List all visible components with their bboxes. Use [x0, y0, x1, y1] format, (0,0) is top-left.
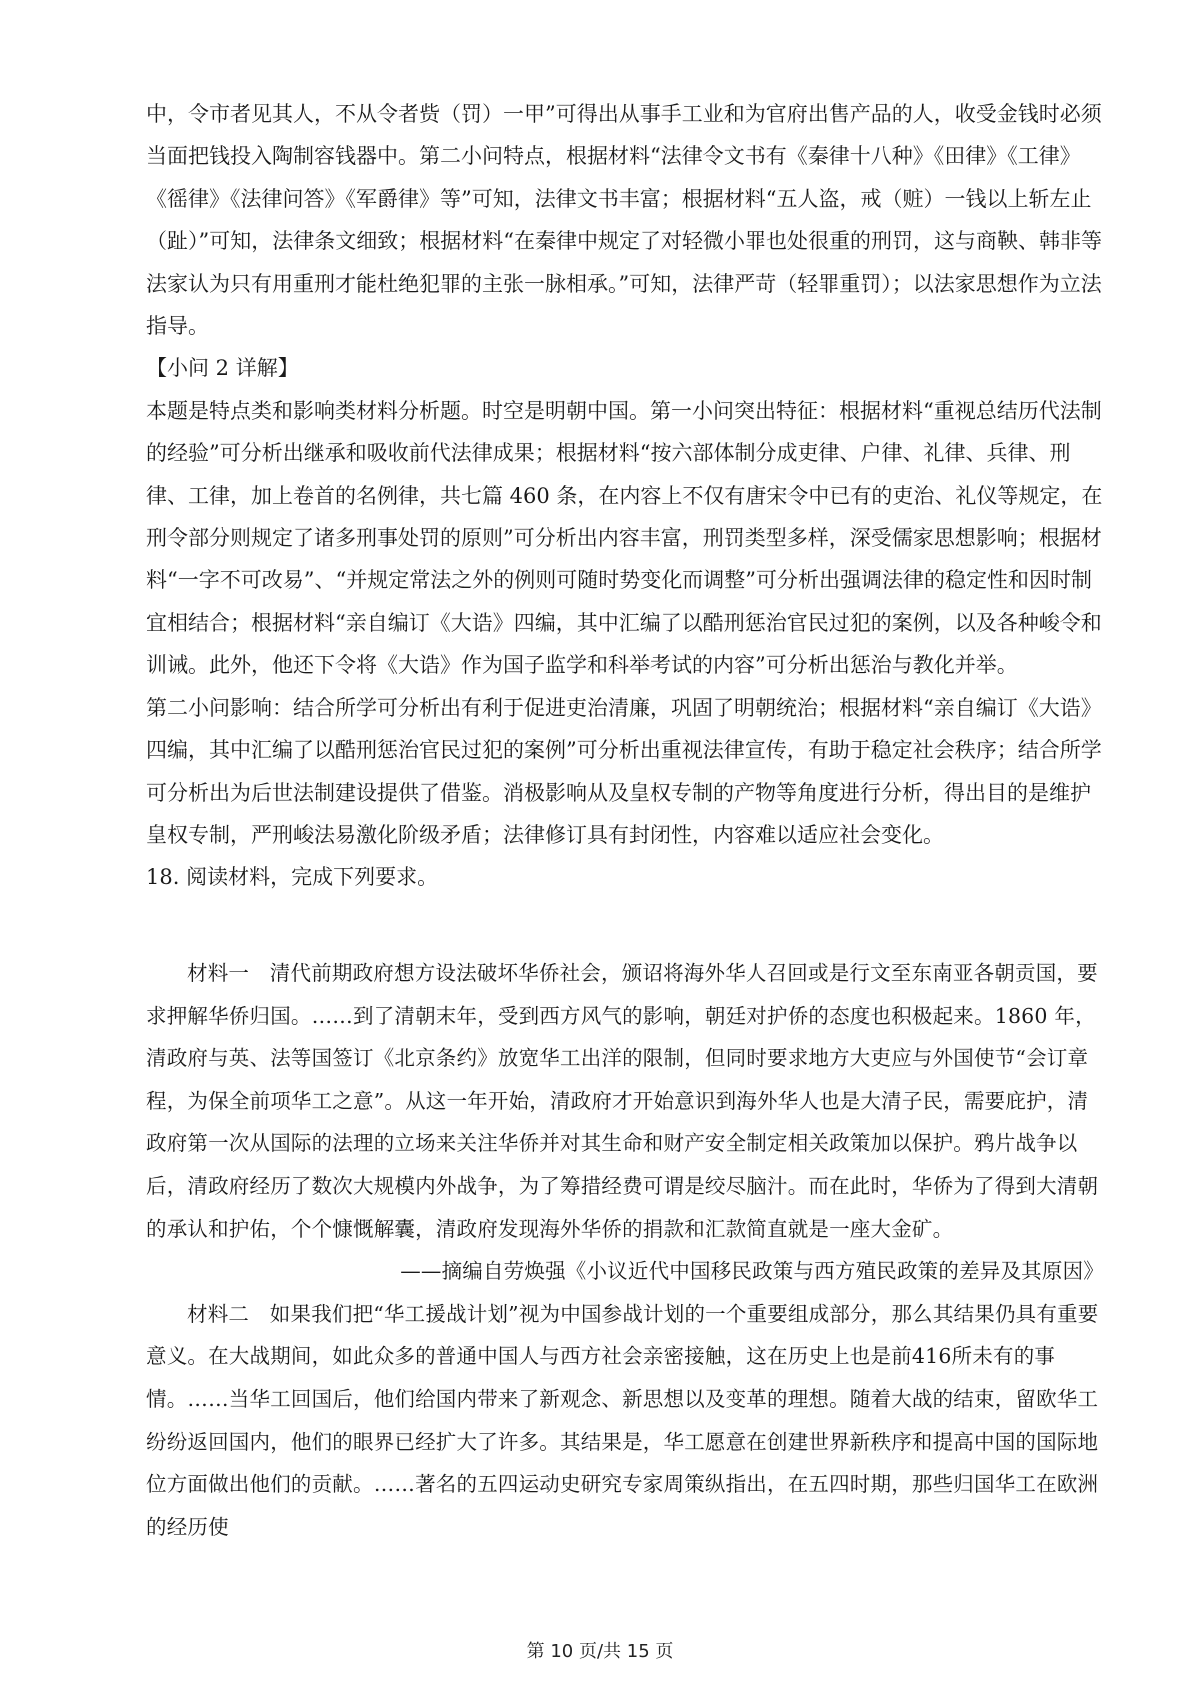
answer-paragraph-impact: 第二小问影响：结合所学可分析出有利于促进吏治清廉，巩固了明朝统治；根据材料“亲自编订《大诰》四编，其中汇编了以酷刑惩治官民过犯的案例”可分析出重视法律宣传，有助于稳定社会秩序；结合所学可分析出为后世法制建设提供了借鉴。消极影响从及皇权专制的产物等角度进行分析，得出目的是维护皇权专制，严刑峻法易激化阶级矛盾；法律修订具有封闭性，内容难以适应社会变化。 — [146, 695, 1102, 847]
answer-paragraph-continued: 中，令市者见其人，不从令者赀（罚）一甲”可得出从事手工业和为官府出售产品的人，收受金钱时必须当面把钱投入陶制容钱器中。第二小问特点，根据材料“法律令文书有《秦律十八种》《田律》《工律》《徭律》《法律问答》《军爵律》等”可知，法律文书丰富；根据材料“五人盗，戒（赃）一钱以上斩左止（趾）”可知，法律条文细致；根据材料“在秦律中规定了对轻微小罪也处很重的刑罚，这与商鞅、韩非等法家认为只有用重刑才能杜绝犯罪的主张一脉相承。”可知，法律严苛（轻罪重罚）；以法家思想作为立法指导。 — [146, 102, 1102, 339]
material-one: 材料一 清代前期政府想方设法破坏华侨社会，颁诏将海外华人召回或是行文至东南亚各朝贡国，要求押解华侨归国。……到了清朝末年，受到西方风气的影响，朝廷对护侨的态度也积极起来。1860 年，清政府与英、法等国签订《北京条约》放宽华工出洋的限制，但同时要求地方大吏应与外国使节“会订章程，为保全前项华工之意”。从这一年开始，清政府才开始意识到海外华人也是大清子民，需要庇护，清政府第一次从国际的法理的立场来关注华侨并对其生命和财产安全制定相关政策加以保护。鸦片战争以后，清政府经历了数次大规模内外战争，为了筹措经费可谓是绞尽脑汁。而在此时，华侨为了得到大清朝的承认和护佑，个个慷慨解囊，清政府发现海外华侨的捐款和汇款简直就是一座大金矿。 — [146, 961, 1099, 1241]
material-two: 材料二 如果我们把“华工援战计划”视为中国参战计划的一个重要组成部分，那么其结果仍具有重要意义。在大战期间，如此众多的普通中国人与西方社会亲密接触，这在历史上也是前416所未有的事情。……当华工回国后，他们给国内带来了新观念、新思想以及变革的理想。随着大战的结束，留欧华工纷纷返回国内，他们的眼界已经扩大了许多。其结果是，华工愿意在创建世界新秩序和提高中国的国际地位方面做出他们的贡献。……著名的五四运动史研究专家周策纵指出，在五四时期，那些归国华工在欧洲的经历使 — [146, 1301, 1099, 1539]
materials-section — [146, 952, 1104, 1548]
question-18-heading: 18. 阅读材料，完成下列要求。 — [146, 865, 439, 890]
page-number: 第 10 页/共 15 页 — [526, 1641, 674, 1662]
answer-paragraph-features: 本题是特点类和影响类材料分析题。时空是明朝中国。第一小问突出特征：根据材料“重视总结历代法制的经验”可分析出继承和吸收前代法律成果；根据材料“按六部体制分成吏律、户律、礼律、兵律、刑律、工律，加上卷首的名例律，共七篇 460 条，在内容上不仅有唐宋令中已有的吏治、礼仪等规定，在刑令部分则规定了诸多刑事处罚的原则”可分析出内容丰富，刑罚类型多样，深受儒家思想影响；根据材料“一字不可改易”、“并规定常法之外的例则可随时势变化而调整”可分析出强调法律的稳定性和因时制宜相结合；根据材料“亲自编订《大诰》四编，其中汇编了以酷刑惩治官民过犯的案例，以及各种峻令和训诫。此外，他还下令将《大诰》作为国子监学和科举考试的内容”可分析出惩治与教化并举。 — [146, 398, 1103, 678]
subquestion-2-heading: 【小问 2 详解】 — [146, 356, 299, 381]
material-one-source: ——摘编自劳焕强《小议近代中国移民政策与西方殖民政策的差异及其原因》 — [400, 1259, 1104, 1284]
answer-section — [146, 93, 1104, 899]
